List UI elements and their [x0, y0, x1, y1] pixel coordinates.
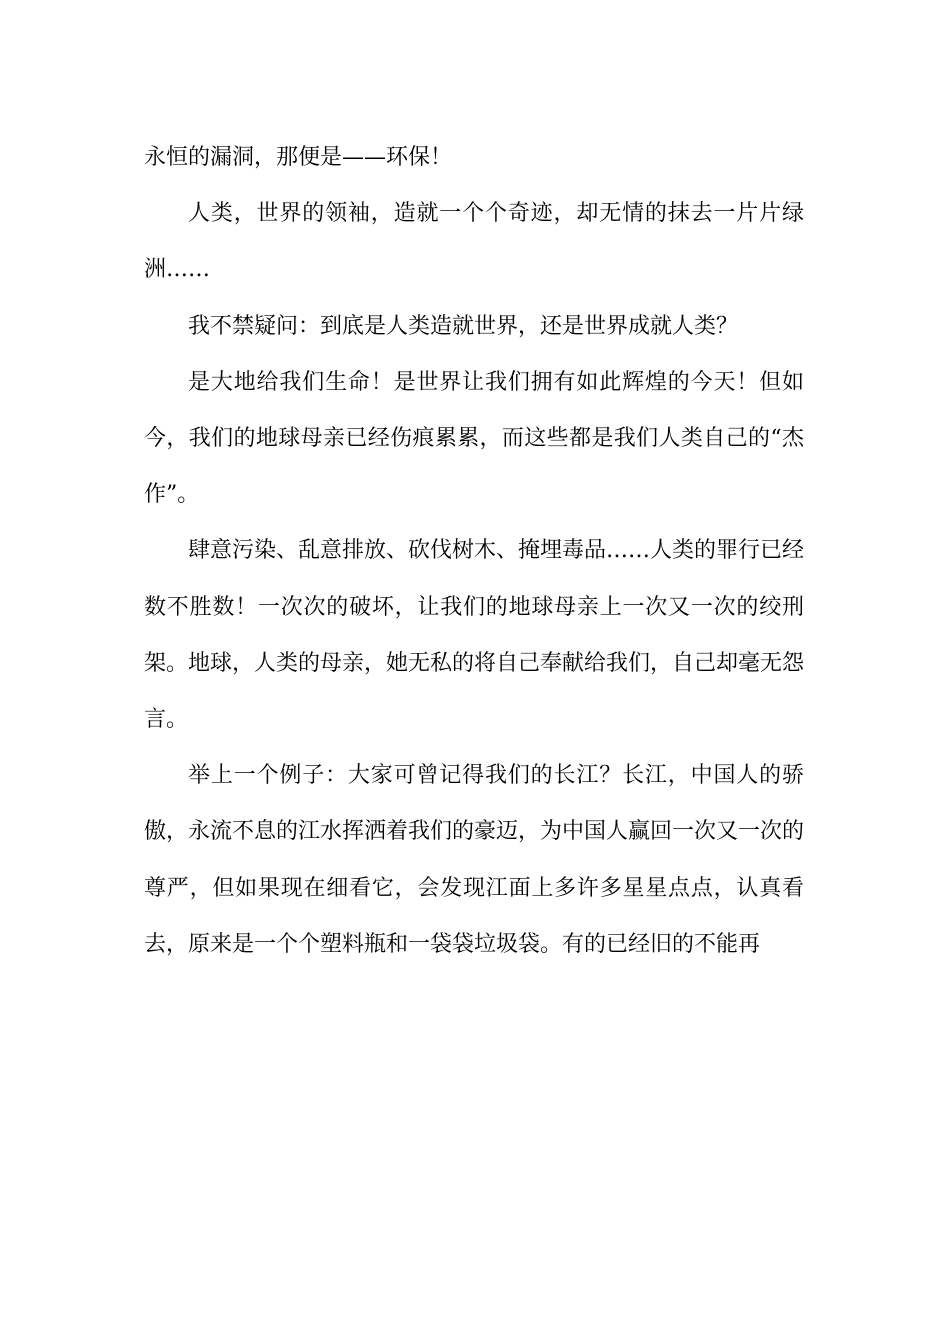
paragraph-question: 我不禁疑问：到底是人类造就世界，还是世界成就人类？ — [188, 313, 739, 339]
paragraph-earth-mother: 是大地给我们生命！是世界让我们拥有如此辉煌的今天！但如今，我们的地球母亲已经伤痕累累，而这些都是我们人类自己的“杰作”。 — [144, 369, 804, 508]
document-body — [144, 130, 804, 973]
paragraph-human-crimes: 肆意污染、乱意排放、砍伐树木、掩埋毒品……人类的罪行已经数不胜数！一次次的破坏，让我们的地球母亲上一次又一次的绞刑架。地球，人类的母亲，她无私的将自己奉献给我们，自己却毫无怨言。 — [144, 538, 805, 733]
paragraph-continuation: 永恒的漏洞，那便是——环保！ — [144, 145, 453, 170]
paragraph-yangtze-example: 举上一个例子：大家可曾记得我们的长江？长江，中国人的骄傲，永流不息的江水挥洒着我们的豪迈，为中国人赢回一次又一次的尊严，但如果现在细看它，会发现江面上多许多星星点点，认真看去，原来是一个个塑料瓶和一袋袋垃圾袋。有的已经旧的不能再 — [144, 763, 805, 957]
paragraph-human-leaders: 人类，世界的领袖，造就一个个奇迹，却无情的抹去一片片绿洲…… — [144, 201, 804, 283]
